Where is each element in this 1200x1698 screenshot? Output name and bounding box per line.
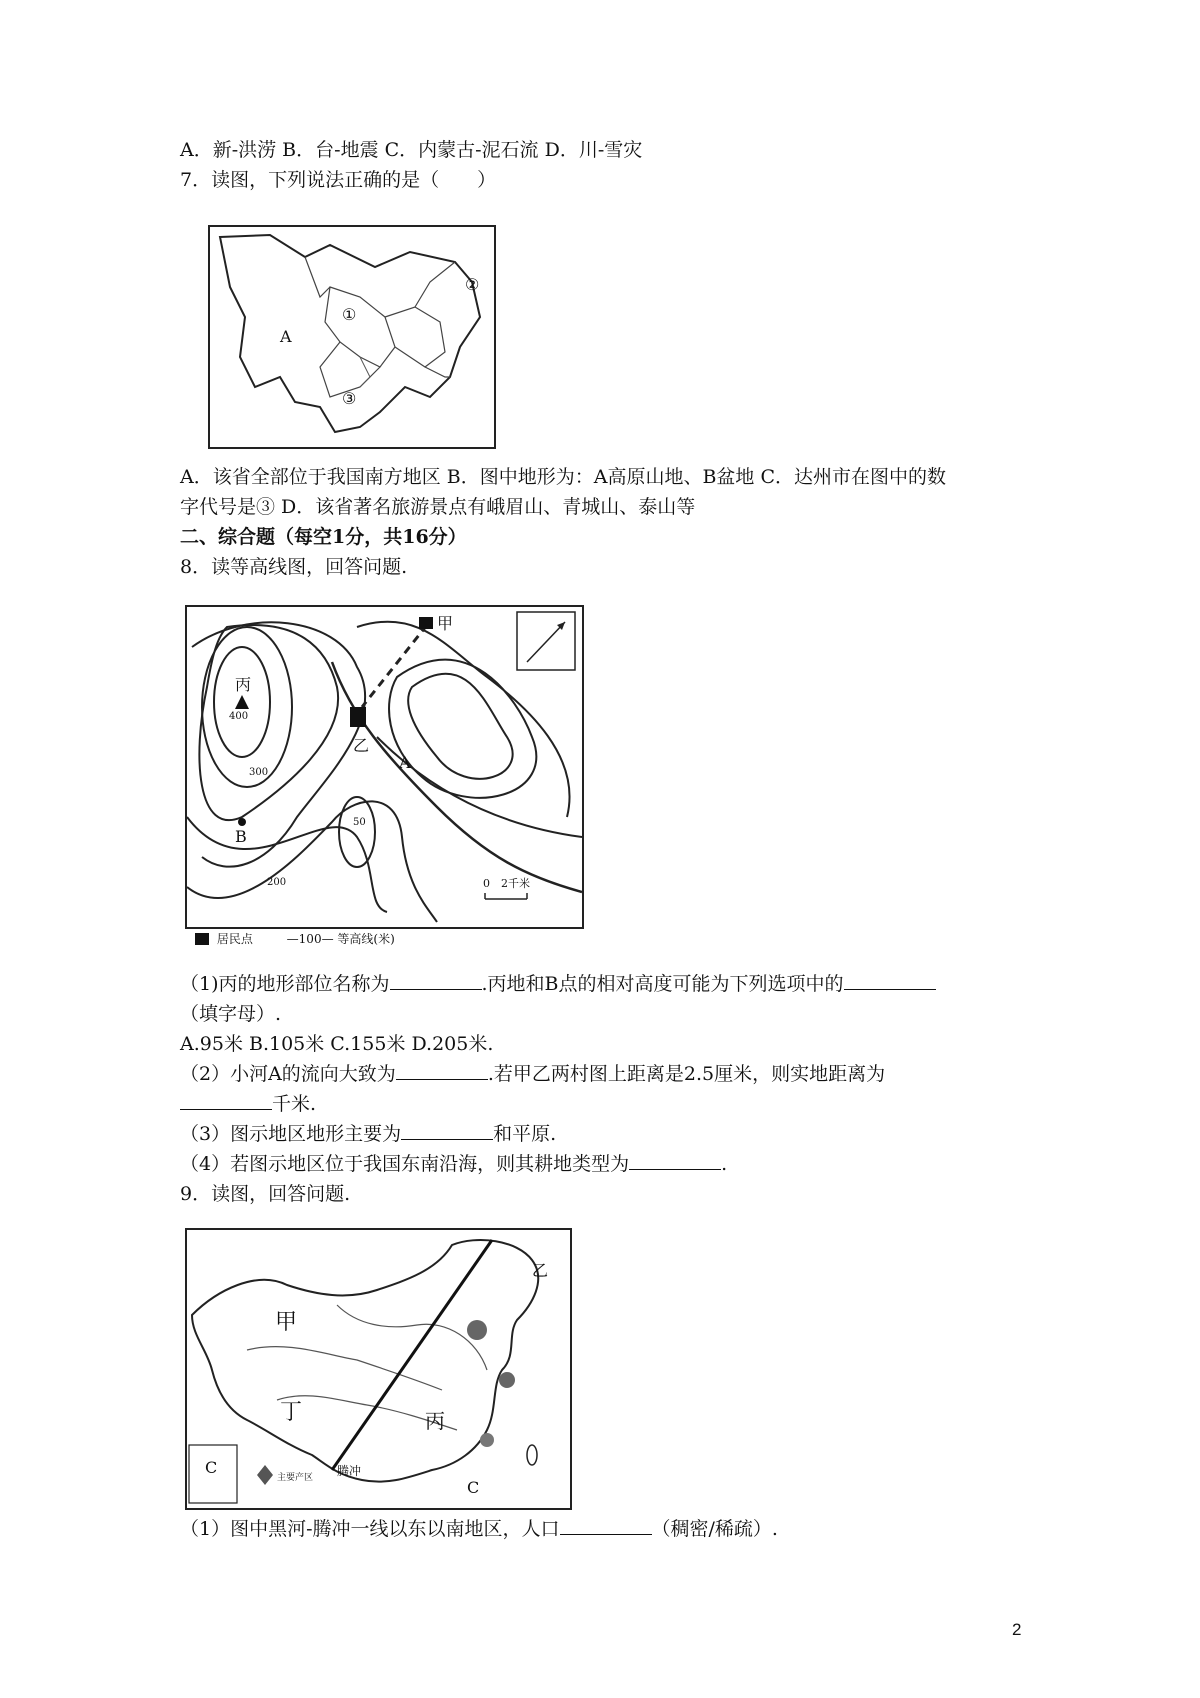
q8-sub2: [180, 1060, 885, 1088]
q7-map-label-2: ②: [465, 275, 480, 294]
q8-sub4-text-a: （4）若图示地区位于我国东南沿海，则其耕地类型为: [180, 1153, 630, 1175]
q8-map-scale: 0 2千米: [483, 877, 530, 890]
q8-map-contour-300: 300: [249, 767, 269, 778]
q9-map-legend-text: 主要产区: [277, 1473, 314, 1483]
q8-map-label-yi: 乙: [353, 736, 370, 755]
q8-sub1-text-a: （1)丙的地形部位名称为: [180, 973, 390, 995]
q8-sub1-blank2[interactable]: [844, 971, 936, 990]
q8-stem: 8．读等高线图，回答问题.: [180, 556, 408, 578]
q8-sub2-blank2[interactable]: [180, 1091, 272, 1110]
q9-sub1-blank[interactable]: [560, 1516, 652, 1535]
q9-map-label-ding: 丁: [280, 1400, 303, 1425]
page-number: 2: [1012, 1620, 1022, 1639]
q8-legend-contour: —100— 等高线(米): [286, 932, 395, 946]
q8-map-legend: [195, 930, 575, 952]
q9-stem: 9．读图，回答问题.: [180, 1183, 351, 1205]
q8-map-label-jia: 甲: [437, 614, 454, 633]
q8-map-contour-200: 200: [267, 877, 287, 888]
q9-china-map-figure: [185, 1228, 572, 1510]
q8-map-contour-50: 50: [353, 817, 366, 828]
q8-sub4: [180, 1150, 727, 1178]
q9-map-label-c: C: [467, 1478, 480, 1497]
q9-sub1-text-b: （稠密/稀疏）.: [651, 1518, 778, 1540]
q9-map-label-yi: 乙: [532, 1261, 549, 1280]
q8-sub2-line2: [180, 1090, 316, 1118]
q8-sub1-blank1[interactable]: [390, 971, 482, 990]
q8-map-label-a: A: [399, 753, 411, 772]
q7-stem: 7．读图，下列说法正确的是（ ）: [180, 169, 497, 191]
q8-sub1-c: （填字母）.: [180, 1003, 282, 1025]
q7-map-label-a: A: [280, 327, 292, 346]
q9-map-label-tengchong: 腾冲: [337, 1464, 362, 1478]
q9-map-label-bing: 丙: [425, 1409, 445, 1433]
q8-sub1-options: A.95米 B.105米 C.155米 D.205米.: [180, 1033, 494, 1055]
q8-sub4-blank[interactable]: [629, 1151, 721, 1170]
q8-sub3-blank[interactable]: [401, 1121, 493, 1140]
q8-sub2-blank1[interactable]: [396, 1061, 488, 1080]
q7-options-line2: 字代号是③ D．该省著名旅游景点有峨眉山、青城山、泰山等: [180, 496, 696, 518]
q8-sub2-text-b: .若甲乙两村图上距离是2.5厘米，则实地距离为: [487, 1063, 886, 1085]
q8-map-contour-400: 400: [229, 711, 249, 722]
q9-sub1: [180, 1515, 778, 1543]
q9-map-legend-c: C: [205, 1458, 218, 1477]
village-icon: [195, 933, 209, 945]
q8-sub2-text-c: 千米.: [272, 1093, 317, 1115]
q9-sub1-text-a: （1）图中黑河-腾冲一线以东以南地区，人口: [180, 1518, 560, 1540]
q8-legend-village: 居民点: [216, 932, 253, 946]
q8-map-label-b: B: [235, 827, 247, 846]
q8-sub3-text-a: （3）图示地区地形主要为: [180, 1123, 402, 1145]
q7-map-figure: [208, 225, 496, 449]
q8-map-label-bing: 丙: [235, 675, 252, 694]
q7-map-label-3: ③: [342, 389, 357, 408]
sichuan-map-outline: [210, 227, 494, 447]
section2-title: 二、综合题（每空1分，共16分）: [180, 526, 467, 548]
q6-options: A．新-洪涝 B．台-地震 C．内蒙古-泥石流 D．川-雪灾: [180, 139, 643, 161]
q8-sub4-text-b: .: [721, 1153, 728, 1175]
q8-sub1-text-b: .丙地和B点的相对高度可能为下列选项中的: [481, 973, 844, 995]
q8-sub2-text-a: （2）小河A的流向大致为: [180, 1063, 396, 1085]
q9-map-label-jia: 甲: [275, 1310, 298, 1335]
q7-options-line1: A．该省全部位于我国南方地区 B．图中地形为：A高原山地、B盆地 C．达州市在图中的数: [180, 466, 946, 488]
q8-sub3-text-b: 和平原.: [493, 1123, 557, 1145]
q8-contour-map-figure: [185, 605, 584, 929]
q8-sub3: [180, 1120, 556, 1148]
china-map: [187, 1230, 570, 1508]
q8-sub1: [180, 970, 936, 998]
q7-map-label-1: ①: [342, 305, 357, 324]
